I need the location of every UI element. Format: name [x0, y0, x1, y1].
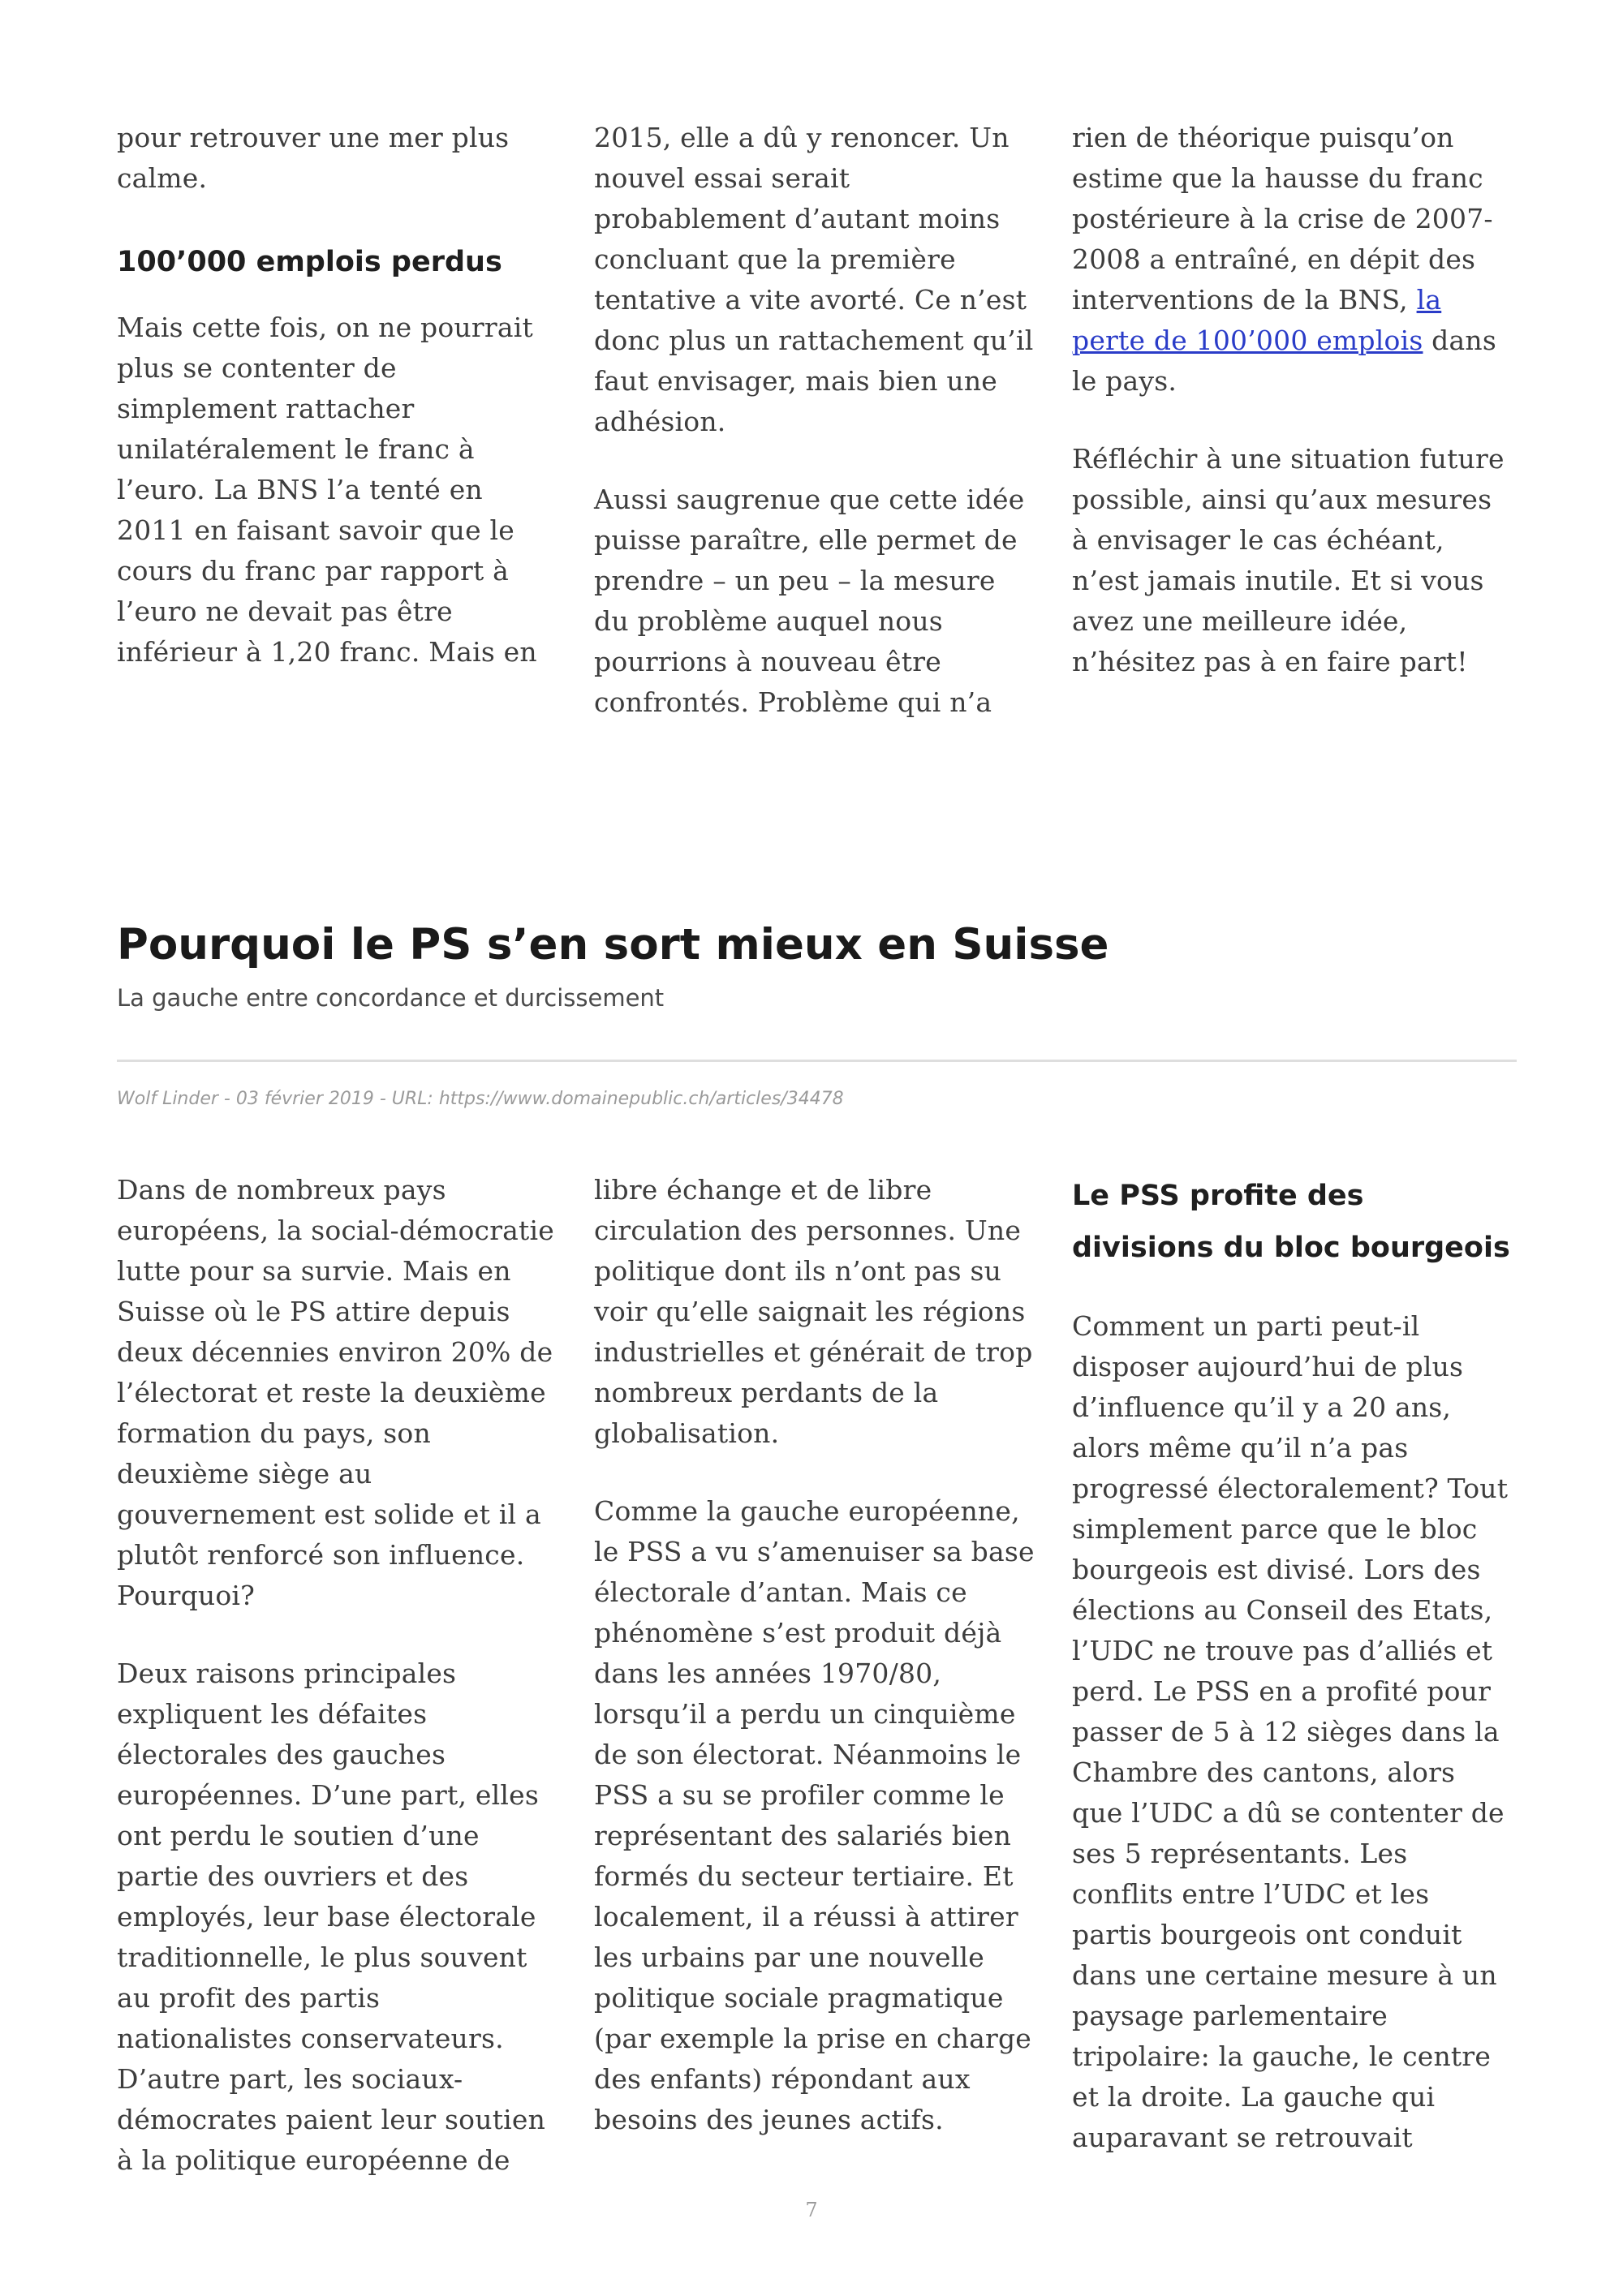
article-subtitle: La gauche entre concordance et durcissement	[117, 984, 665, 1012]
article-meta: Wolf Linder - 03 février 2019 - URL: https://www.domainepublic.ch/articles/34478	[117, 1089, 844, 1109]
paragraph: Deux raisons principales expliquent les défaites électorales des gauches européennes. D’une part, elles ont perdu le soutien d’une partie des ouvriers et des employés, leur base électorale traditionnelle, le plus souvent au profit des partis nationalistes conservateurs. D’autre part, les sociaux-démocrates paient leur soutien à la politique européenne de	[117, 1658, 546, 2176]
header-divider	[117, 1060, 1517, 1062]
section-heading: Le PSS profite des divisions du bloc bourgeois	[1072, 1180, 1510, 1264]
article-title: Pourquoi le PS s’en sort mieux en Suisse	[117, 920, 1109, 970]
paragraph: Mais cette fois, on ne pourrait plus se contenter de simplement rattacher unilatéralement le franc à l’euro. La BNS l’a tenté en 2011 en faisant savoir que le cours du franc par rapport à l’euro ne devait pas être inférieur à 1,20 franc. Mais en	[117, 312, 537, 668]
section-heading: 100’000 emplois perdus	[117, 246, 502, 278]
article-header	[117, 913, 1517, 1017]
column-1	[117, 118, 559, 710]
paragraph	[1072, 118, 1514, 402]
paragraph-text: dans le pays.	[1072, 325, 1496, 397]
paragraph: libre échange et de libre circulation des personnes. Une politique dont ils n’ont pas su voir qu’elle saignait les régions industrielles et générait de trop nombreux perdants de la globalisation.	[594, 1174, 1033, 1449]
paragraph: Comme la gauche européenne, le PSS a vu s’amenuiser sa base électorale d’antan. Mais ce phénomène s’est produit déjà dans les années 1970/80, lorsqu’il a perdu un cinquième de son électorat. Néanmoins le PSS a su se profiler comme le représentant des salariés bien formés du secteur tertiaire. Et localement, il a réussi à attirer les urbains par une nouvelle politique sociale pragmatique (par exemple la prise en charge des enfants) répondant aux besoins des jeunes actifs.	[594, 1495, 1035, 2135]
paragraph: pour retrouver une mer plus calme.	[117, 122, 510, 194]
paragraph: 2015, elle a dû y renoncer. Un nouvel essai serait probablement d’autant moins concluant que la première tentative a vite avorté. Ce n’est donc plus un rattachement qu’il faut envisager, mais bien une adhésion.	[594, 122, 1034, 437]
paragraph-text: rien de théorique puisqu’on estime que la hausse du franc postérieure à la crise de 2007-2008 a entraîné, en dépit des interventions de la BNS,	[1072, 122, 1493, 316]
paragraph: Comment un parti peut-il disposer aujourd’hui de plus d’influence qu’il y a 20 ans, alors même qu’il n’a pas progressé électoralement? Tout simplement parce que le bloc bourgeois est divisé. Lors des élections au Conseil des Etats, l’UDC ne trouve pas d’alliés et perd. Le PSS en a profité pour passer de 5 à 12 sièges dans la Chambre des cantons, alors que l’UDC a dû se contenter de ses 5 représentants. Les conflits entre l’UDC et les partis bourgeois ont conduit dans une certaine mesure à un paysage parlementaire tripolaire: la gauche, le centre et la droite. La gauche qui auparavant se retrouvait	[1072, 1310, 1509, 2153]
paragraph: Aussi saugrenue que cette idée puisse paraître, elle permet de prendre – un peu – la mesure du problème auquel nous pourrions à nouveau être confrontés. Problème qui n’a	[594, 484, 1025, 718]
column-3	[1072, 1170, 1514, 2195]
emplois-link[interactable]: la perte de 100’000 emplois	[1072, 284, 1442, 356]
column-1	[117, 1170, 559, 2218]
column-2	[594, 118, 1036, 760]
paragraph: Réfléchir à une situation future possible, ainsi qu’aux mesures à envisager le cas échéant, n’est jamais inutile. Et si vous avez une meilleure idée, n’hésitez pas à en faire part!	[1072, 443, 1505, 677]
page-number: 7	[805, 2199, 818, 2221]
column-3	[1072, 118, 1514, 720]
column-2	[594, 1170, 1036, 2178]
paragraph: Dans de nombreux pays européens, la social-démocratie lutte pour sa survie. Mais en Suisse où le PS attire depuis deux décennies environ 20% de l’électorat et reste la deuxième formation du pays, son deuxième siège au gouvernement est solide et il a plutôt renforcé son influence. Pourquoi?	[117, 1174, 555, 1611]
